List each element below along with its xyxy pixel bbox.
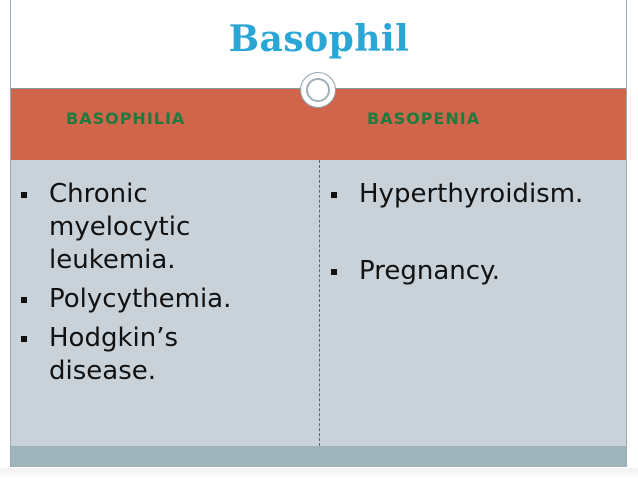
list-item-text: Chronic myelocytic leukemia. [49, 179, 191, 275]
column-separator [319, 160, 320, 446]
basopenia-list [323, 178, 623, 332]
footer-band [11, 446, 626, 467]
column-header-basopenia: BASOPENIA [367, 109, 481, 128]
list-item-text: Pregnancy. [359, 256, 500, 286]
list-item [13, 322, 283, 388]
square-bullet-icon [331, 269, 337, 275]
list-item-text: Hodgkin’s disease. [49, 323, 179, 386]
slide-shadow [0, 468, 638, 479]
list-item [323, 255, 623, 288]
square-bullet-icon [331, 192, 337, 198]
list-item-text: Hyperthyroidism. [359, 179, 584, 209]
square-bullet-icon [21, 297, 27, 303]
column-header-basophilia: BASOPHILIA [66, 109, 186, 128]
list-item [323, 178, 623, 211]
square-bullet-icon [21, 192, 27, 198]
square-bullet-icon [21, 336, 27, 342]
divider-circle-inner [306, 78, 330, 102]
list-item [13, 178, 283, 277]
slide-title: Basophil [228, 18, 410, 60]
list-item [13, 283, 283, 316]
list-item-text: Polycythemia. [49, 284, 232, 314]
divider-circle-icon [300, 72, 336, 108]
basophilia-list [13, 178, 283, 394]
